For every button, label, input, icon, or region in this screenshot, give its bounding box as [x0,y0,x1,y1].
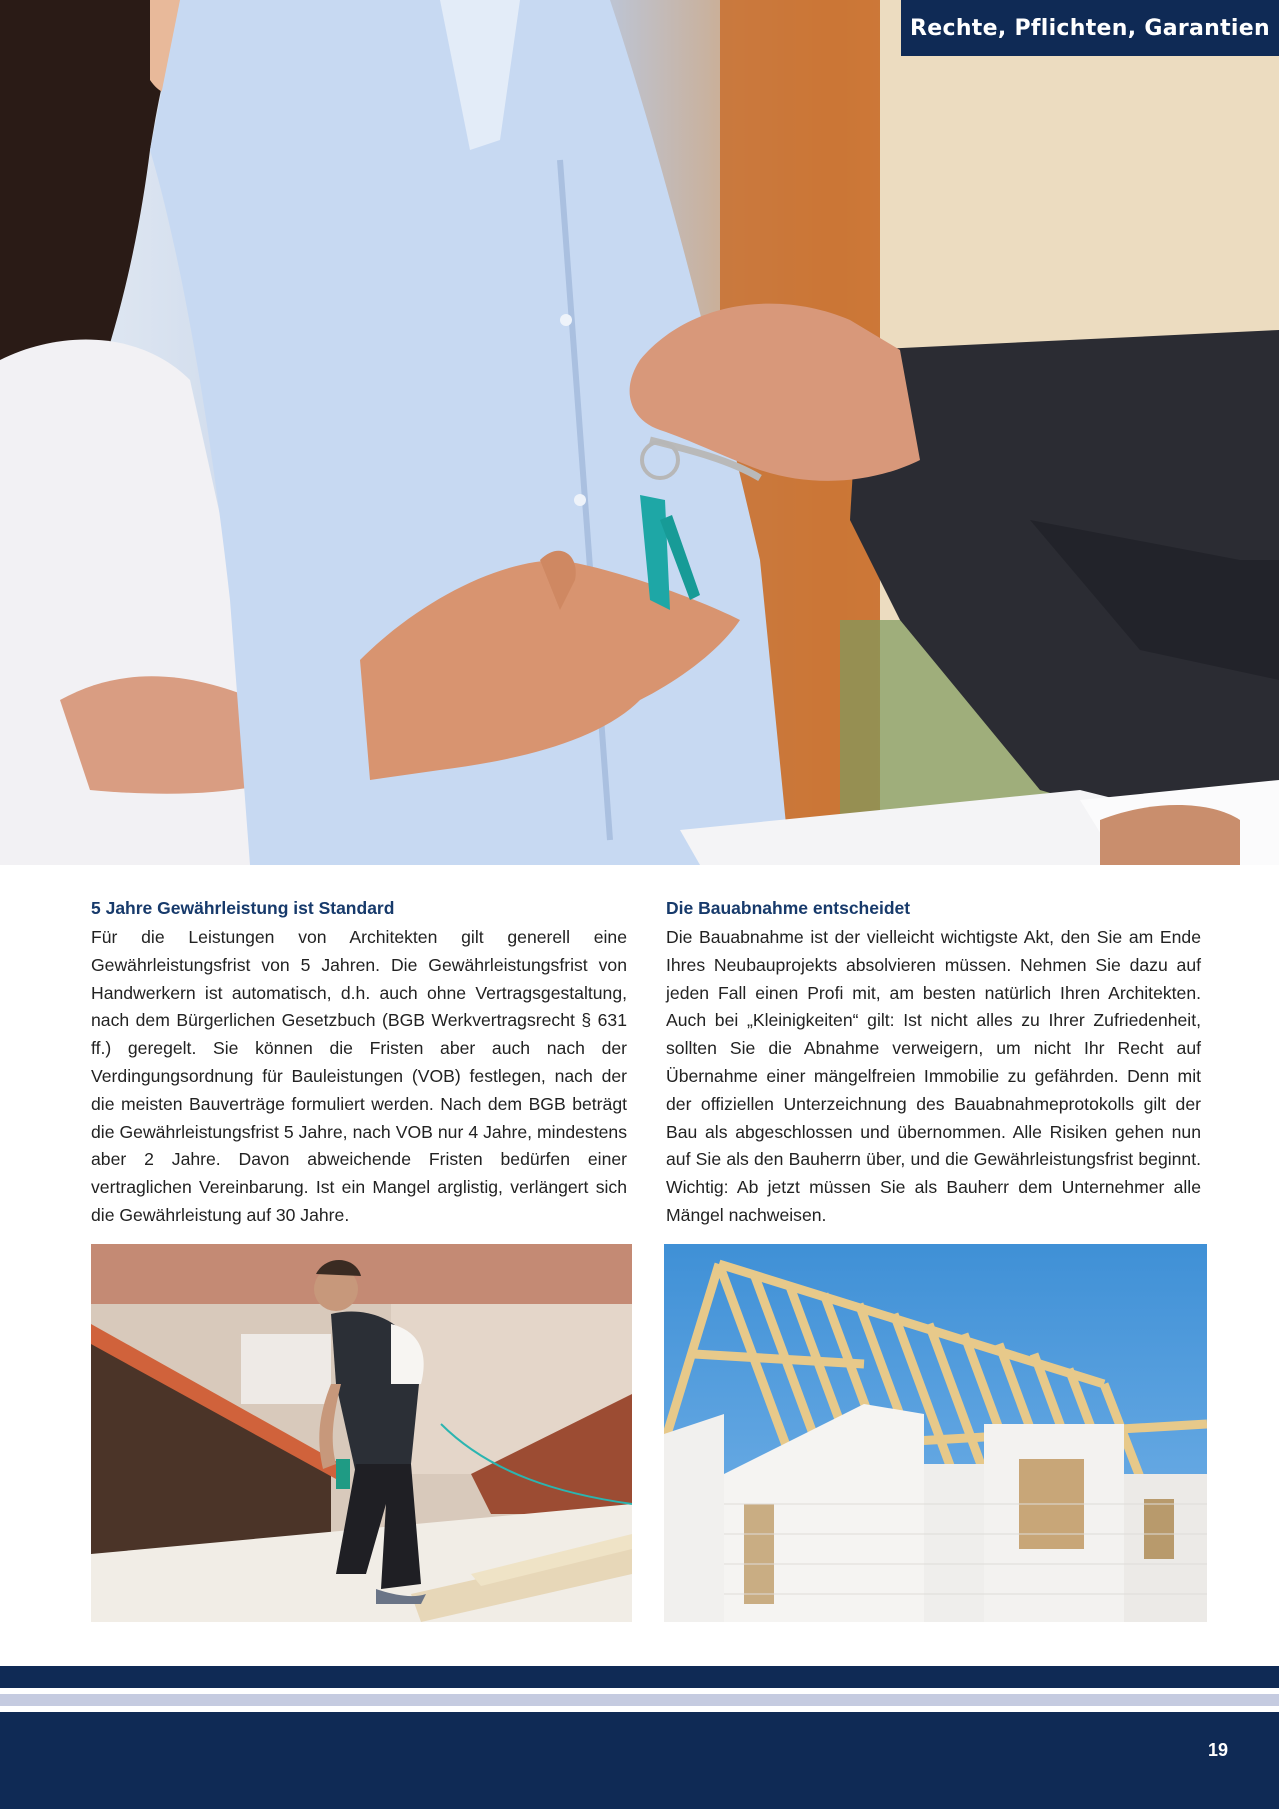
left-body-text: Für die Leistungen von Architekten gilt generell eine Gewährleistungsfrist von 5 Jahren. Die Gewährleistungsfrist von Handwerkern ist automatisch, d.h. auch ohne Vertragsgestaltung, nach dem Bürgerlichen Gesetzbuch (BGB Werkvertragsrecht § 631 ff.) geregelt. Sie können die Fristen aber auch nach der Verdingungsordnung für Bauleistungen (VOB) festlegen, nach der die meisten Bauverträge formuliert werden. Nach dem BGB beträgt die Gewährleistungsfrist 5 Jahre, nach VOB nur 4 Jahre, mindestens aber 2 Jahre. Davon abweichende Fristen bedürfen einer vertraglichen Vereinbarung. Ist ein Mangel arglistig, verlängert sich die Gewährleistung auf 30 Jahre. [91,927,627,1225]
section-title-tag: Rechte, Pflichten, Garantien [901,0,1279,56]
photo-roofer [91,1244,632,1622]
footer-band-top [0,1666,1279,1688]
hero-illustration [0,0,1279,865]
right-text-column [666,898,1201,1230]
footer-band-bottom [0,1712,1279,1809]
left-text-column [91,898,627,1230]
right-body-text: Die Bauabnahme ist der vielleicht wichtigste Akt, den Sie am Ende Ihres Neubauprojekts absolvieren müssen. Nehmen Sie dazu auf jeden Fall einen Profi mit, am besten natürlich Ihren Architekten. Auch bei „Kleinigkeiten“ gilt: Ist nicht alles zu Ihrer Zufriedenheit, sollten Sie die Abnahme verweigern, um nicht Ihr Recht auf Übernahme einer mängelfreien Immobilie zu gefährden. Denn mit der offiziellen Unterzeichnung des Bauabnahmeprotokolls gilt der Bau als abgeschlossen und übernommen. Alle Risiken gehen nun auf Sie als den Bauherrn über, und die Gewährleistungsfrist beginnt. Wichtig: Ab jetzt müssen Sie als Bauherr dem Unternehmer alle Mängel nachweisen. [666,927,1201,1225]
hero-photo-key-handover [0,0,1279,865]
photo-roof-truss [664,1244,1207,1622]
roof-truss-illustration [664,1244,1207,1622]
left-heading: 5 Jahre Gewährleistung ist Standard [91,898,395,918]
page-number: 19 [1208,1740,1229,1760]
roofer-illustration [91,1244,632,1622]
footer-stripe [0,1694,1279,1706]
right-heading: Die Bauabnahme entscheidet [666,898,911,918]
